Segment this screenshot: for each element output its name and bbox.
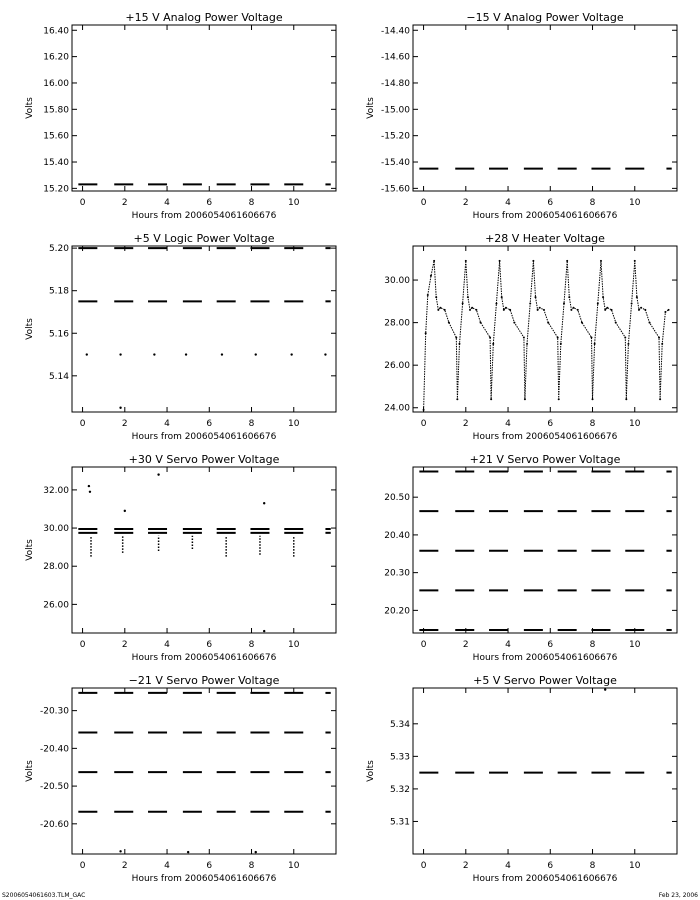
x-tick-label: 2 [462, 861, 469, 871]
series-point [627, 343, 629, 345]
y-tick-label: 20.20 [384, 606, 410, 617]
y-tick-label: 16.00 [43, 78, 69, 89]
series-point [456, 398, 458, 400]
series-point [465, 260, 467, 262]
plot-title: +30 V Servo Power Voltage [128, 453, 280, 466]
series-point [495, 302, 497, 304]
plot-frame [413, 688, 677, 854]
x-axis-label: Hours from 2006054061606676 [472, 432, 618, 442]
x-axis-label: Hours from 2006054061606676 [131, 432, 277, 442]
series-point [634, 260, 636, 262]
series-point [590, 337, 592, 339]
x-tick-label: 2 [462, 419, 469, 429]
series-point [532, 260, 534, 262]
footer-file-label: S2006054061603.TLM_GAC [2, 892, 86, 899]
plot-title: −21 V Servo Power Voltage [128, 674, 280, 687]
data-point [263, 630, 265, 632]
series-point [640, 307, 642, 309]
y-tick-label: 16.40 [43, 26, 69, 37]
x-axis-label: Hours from 2006054061606676 [131, 211, 277, 221]
y-tick-label: -15.20 [380, 131, 410, 142]
series-point [499, 260, 501, 262]
y-tick-label: 30.00 [43, 524, 69, 535]
y-tick-label: -14.60 [380, 52, 410, 63]
series-point [602, 296, 604, 298]
series-point [425, 332, 427, 334]
x-tick-label: 4 [164, 640, 170, 650]
series-point [501, 296, 503, 298]
y-tick-label: 5.32 [389, 784, 410, 795]
data-point [157, 473, 159, 475]
data-point [604, 688, 606, 690]
y-tick-label: -20.50 [39, 782, 69, 793]
x-tick-label: 10 [288, 640, 300, 650]
y-axis-label: Volts [25, 97, 35, 119]
x-tick-label: 0 [420, 640, 427, 650]
y-tick-label: 24.00 [384, 403, 410, 414]
x-tick-label: 0 [420, 198, 427, 208]
plot-frame [72, 467, 336, 633]
series-point [547, 322, 549, 324]
series-point [490, 398, 492, 400]
series-point [566, 260, 568, 262]
x-tick-label: 4 [164, 861, 170, 871]
data-point [185, 353, 187, 355]
series-point [523, 337, 525, 339]
series-point [462, 302, 464, 304]
series-point [529, 302, 531, 304]
series-point [467, 296, 469, 298]
series-point [430, 275, 432, 277]
series-point [513, 322, 515, 324]
data-point [86, 353, 88, 355]
series-point [557, 337, 559, 339]
y-tick-label: 5.14 [48, 371, 69, 382]
plot-frame [72, 246, 336, 412]
x-tick-label: 6 [206, 640, 213, 650]
x-tick-label: 2 [121, 419, 128, 429]
x-tick-label: 4 [164, 198, 170, 208]
series-point [661, 343, 663, 345]
series-point [469, 309, 471, 311]
y-axis-label: Volts [25, 760, 35, 782]
plot-frame [413, 25, 677, 191]
y-tick-label: 26.00 [384, 361, 410, 372]
y-axis-label: Volts [366, 97, 376, 119]
x-tick-label: 6 [547, 198, 554, 208]
series-line [424, 261, 669, 410]
y-tick-label: 28.00 [384, 318, 410, 329]
y-tick-label: 5.20 [48, 244, 69, 255]
data-point [119, 407, 121, 409]
data-point [255, 353, 257, 355]
series-point [543, 309, 545, 311]
data-point [89, 491, 91, 493]
x-tick-label: 10 [629, 198, 641, 208]
y-tick-label: -14.80 [380, 78, 410, 89]
data-point [153, 353, 155, 355]
series-point [526, 343, 528, 345]
x-tick-label: 0 [420, 861, 427, 871]
plot-title: +21 V Servo Power Voltage [469, 453, 621, 466]
data-point [119, 850, 121, 852]
y-tick-label: 26.00 [43, 600, 69, 611]
series-point [606, 307, 608, 309]
y-tick-label: 5.33 [389, 752, 410, 763]
series-point [458, 343, 460, 345]
x-tick-label: 8 [248, 419, 255, 429]
data-point [88, 485, 90, 487]
series-point [644, 309, 646, 311]
series-point [570, 309, 572, 311]
x-tick-label: 8 [248, 198, 255, 208]
series-point [592, 398, 594, 400]
x-tick-label: 6 [206, 198, 213, 208]
x-tick-label: 0 [79, 640, 86, 650]
series-point [423, 409, 425, 411]
data-point [221, 353, 223, 355]
series-point [558, 398, 560, 400]
series-point [560, 343, 562, 345]
plot-frame [72, 25, 336, 191]
y-tick-label: -15.00 [380, 105, 410, 116]
y-tick-label: 5.34 [389, 719, 410, 730]
x-tick-label: 8 [589, 861, 596, 871]
x-tick-label: 8 [589, 419, 596, 429]
y-tick-label: 15.80 [43, 105, 69, 116]
series-point [437, 309, 439, 311]
x-tick-label: 8 [589, 198, 596, 208]
series-point [577, 309, 579, 311]
series-point [600, 260, 602, 262]
x-tick-label: 10 [288, 198, 300, 208]
x-tick-label: 0 [79, 419, 86, 429]
data-point [290, 353, 292, 355]
x-tick-label: 6 [206, 419, 213, 429]
x-tick-label: 4 [505, 640, 511, 650]
y-tick-label: 20.40 [384, 530, 410, 541]
series-point [658, 337, 660, 339]
plot-title: +15 V Analog Power Voltage [125, 11, 283, 24]
series-point [435, 296, 437, 298]
x-tick-label: 4 [505, 861, 511, 871]
y-tick-label: -20.30 [39, 706, 69, 717]
series-point [509, 309, 511, 311]
x-tick-label: 2 [462, 640, 469, 650]
footer-date-label: Feb 23, 2006 [658, 892, 698, 899]
series-point [594, 343, 596, 345]
series-point [581, 322, 583, 324]
y-tick-label: -20.60 [39, 819, 69, 830]
data-point [255, 851, 257, 853]
y-tick-label: 20.50 [384, 493, 410, 504]
series-point [492, 343, 494, 345]
y-tick-label: 5.16 [48, 329, 69, 340]
series-point [573, 307, 575, 309]
data-point [263, 502, 265, 504]
y-tick-label: 15.40 [43, 158, 69, 169]
x-tick-label: 2 [121, 198, 128, 208]
series-point [503, 309, 505, 311]
y-tick-label: 15.60 [43, 131, 69, 142]
series-point [568, 296, 570, 298]
series-point [563, 302, 565, 304]
x-tick-label: 0 [420, 419, 427, 429]
y-tick-label: 28.00 [43, 562, 69, 573]
y-tick-label: -20.40 [39, 744, 69, 755]
x-tick-label: 8 [248, 640, 255, 650]
data-point [187, 851, 189, 853]
x-tick-label: 6 [547, 861, 554, 871]
y-tick-label: 5.18 [48, 286, 69, 297]
series-point [433, 260, 435, 262]
series-point [649, 322, 651, 324]
series-point [539, 307, 541, 309]
series-point [631, 302, 633, 304]
data-point [124, 510, 126, 512]
x-tick-label: 4 [505, 419, 511, 429]
x-tick-label: 10 [629, 419, 641, 429]
x-axis-label: Hours from 2006054061606676 [472, 874, 618, 884]
series-point [615, 322, 617, 324]
y-tick-label: 5.31 [389, 817, 410, 828]
x-tick-label: 4 [164, 419, 170, 429]
series-point [427, 294, 429, 296]
plot-frame [413, 246, 677, 412]
series-point [537, 309, 539, 311]
x-tick-label: 10 [629, 861, 641, 871]
y-tick-label: 16.20 [43, 52, 69, 63]
x-tick-label: 10 [288, 861, 300, 871]
series-point [480, 322, 482, 324]
y-tick-label: 15.20 [43, 184, 69, 195]
y-tick-label: -14.40 [380, 26, 410, 37]
y-axis-label: Volts [366, 760, 376, 782]
series-point [636, 296, 638, 298]
x-tick-label: 6 [547, 640, 554, 650]
plot-title: +5 V Logic Power Voltage [133, 232, 275, 245]
y-tick-label: 20.30 [384, 568, 410, 579]
series-point [439, 307, 441, 309]
x-tick-label: 10 [629, 640, 641, 650]
plot-title: +5 V Servo Power Voltage [473, 674, 617, 687]
series-point [604, 309, 606, 311]
series-point [597, 302, 599, 304]
plot-title: −15 V Analog Power Voltage [466, 11, 624, 24]
x-tick-label: 8 [589, 640, 596, 650]
y-tick-label: 32.00 [43, 485, 69, 496]
x-axis-label: Hours from 2006054061606676 [472, 653, 618, 663]
series-point [638, 309, 640, 311]
x-tick-label: 6 [547, 419, 554, 429]
series-point [611, 309, 613, 311]
series-point [489, 337, 491, 339]
x-axis-label: Hours from 2006054061606676 [472, 211, 618, 221]
series-point [534, 296, 536, 298]
series-point [505, 307, 507, 309]
x-tick-label: 4 [505, 198, 511, 208]
series-point [475, 309, 477, 311]
x-tick-label: 0 [79, 198, 86, 208]
series-point [448, 322, 450, 324]
plot-title: +28 V Heater Voltage [485, 232, 605, 245]
x-tick-label: 2 [462, 198, 469, 208]
series-point [664, 311, 666, 313]
series-point [668, 309, 670, 311]
x-axis-label: Hours from 2006054061606676 [131, 874, 277, 884]
data-point [324, 353, 326, 355]
y-tick-label: -15.40 [380, 158, 410, 169]
x-axis-label: Hours from 2006054061606676 [131, 653, 277, 663]
x-tick-label: 6 [206, 861, 213, 871]
series-point [471, 307, 473, 309]
series-point [624, 337, 626, 339]
series-point [444, 309, 446, 311]
x-tick-label: 0 [79, 861, 86, 871]
series-point [455, 337, 457, 339]
x-tick-label: 10 [288, 419, 300, 429]
y-tick-label: 30.00 [384, 276, 410, 287]
data-point [119, 353, 121, 355]
plot-frame [72, 688, 336, 854]
y-tick-label: -15.60 [380, 184, 410, 195]
y-axis-label: Volts [25, 539, 35, 561]
x-tick-label: 2 [121, 861, 128, 871]
series-point [524, 398, 526, 400]
y-axis-label: Volts [25, 318, 35, 340]
series-point [625, 398, 627, 400]
x-tick-label: 8 [248, 861, 255, 871]
x-tick-label: 2 [121, 640, 128, 650]
series-point [659, 398, 661, 400]
